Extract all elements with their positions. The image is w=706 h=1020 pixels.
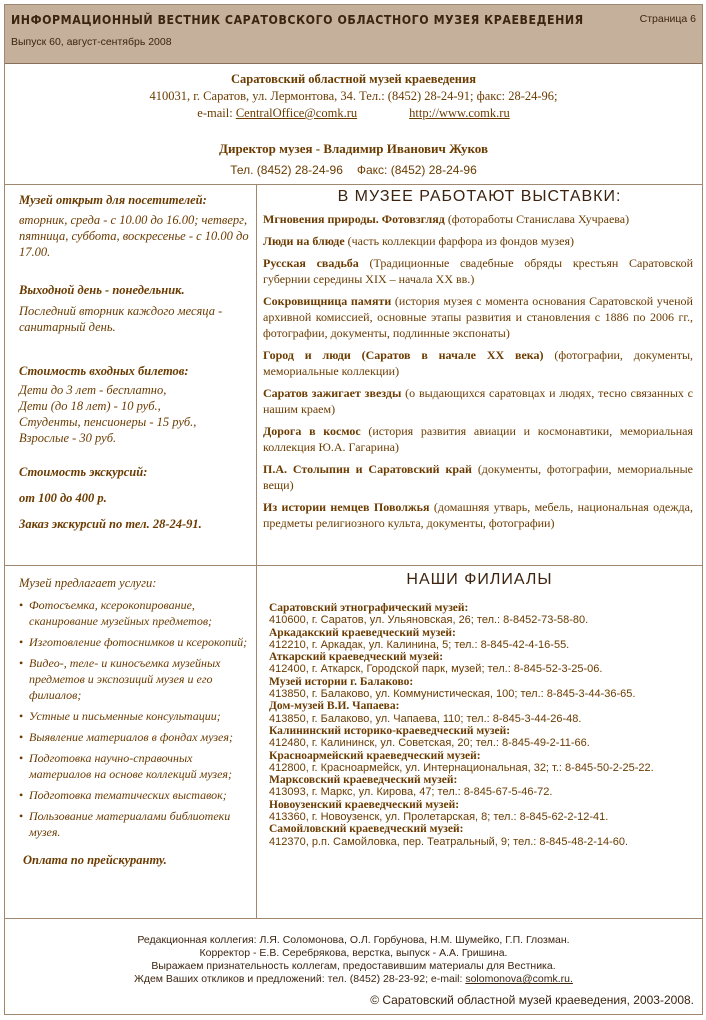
museum-name: Саратовский областной музей краеведения	[231, 72, 476, 86]
director-tel: Тел. (8452) 28-24-96	[230, 163, 343, 177]
divider	[5, 184, 702, 185]
exhibitions-title: В МУЗЕЕ РАБОТАЮТ ВЫСТАВКИ:	[337, 188, 622, 205]
exhibitions-list	[263, 211, 693, 537]
exhibition-item: Дорога в космос (история развития авиации и космонавтики, мемориальная коллекция Ю.А. Гагарина)	[263, 424, 693, 454]
service-item: • Пользование материалами библиотеки музея.	[19, 808, 251, 840]
ticket-price: Студенты, пенсионеры - 15 руб.,	[19, 415, 197, 429]
exhibition-item: Русская свадьба (Традиционные свадебные обряды крестьян Саратовской губернии середины XIX – начала XX вв.)	[263, 256, 693, 286]
visiting-info	[19, 192, 251, 532]
branches-title: НАШИ ФИЛИАЛЫ	[406, 571, 553, 588]
director-name: Директор музея - Владимир Иванович Жуков	[219, 141, 488, 156]
service-item: • Подготовка научно-справочных материалов на основе коллекций музея;	[19, 750, 251, 782]
director-fax: Факс: (8452) 28-24-96	[356, 163, 477, 177]
ticket-price: Дети до 3 лет - бесплатно,	[19, 383, 167, 397]
exhibition-item: Город и люди (Саратов в начале XX века) (фотографии, документы, мемориальные коллекции)	[263, 348, 694, 378]
column-divider	[256, 185, 257, 565]
page-footer	[5, 934, 702, 986]
branch-item: Новоузенский краеведческий музей: 413360, г. Новоузенск, ул. Пролетарская, 8; тел.: 8-845-62-2-12-41.	[269, 798, 609, 824]
exhibition-item: Саратов зажигает звезды (о выдающихся саратовцах и людях, тесно связанных с нашим краем)	[263, 386, 694, 416]
email-label: e-mail:	[197, 106, 236, 120]
day-off-text: Последний вторник каждого месяца - санитарный день.	[19, 304, 223, 334]
services-block	[19, 575, 251, 868]
branch-item: Самойловский краеведческий музей: 412370, р.п. Самойловка, пер. Театральный, 9; тел.: 8-845-48-2-14-60.	[269, 823, 629, 848]
divider	[5, 565, 702, 566]
exhibition-item: Из истории немцев Поволжья (домашняя утварь, мебель, национальная одежда, предметы религиозного культа, документы, фотографии)	[263, 500, 693, 530]
museum-site-link[interactable]: http://www.comk.ru	[409, 106, 510, 120]
issue-label: Выпуск 60, август-сентябрь 2008	[11, 36, 172, 48]
editorial-board: Редакционная коллегия: Л.Я. Соломонова, О.Л. Горбунова, Н.М. Шумейко, Г.П. Глозман.	[137, 934, 570, 946]
services-list	[19, 597, 251, 840]
acknowledgement: Выражаем признательность коллегам, предоставившим материалы для Вестника.	[151, 960, 556, 972]
exhibition-item: Мгновения природы. Фотовзгляд (фотоработы Станислава Хучраева)	[263, 212, 630, 226]
column-divider	[256, 566, 257, 918]
exhibition-item: Люди на блюде (часть коллекции фарфора из фондов музея)	[263, 234, 575, 248]
feedback-email-link[interactable]: solomonova@comk.ru.	[465, 973, 573, 985]
price-note: Оплата по прейскуранту.	[23, 853, 167, 867]
service-item: • Устные и письменные консультации;	[19, 708, 251, 724]
excursion-title: Стоимость экскурсий:	[19, 465, 148, 479]
exhibition-item: Сокровищница памяти (история музея с момента основания Саратовской ученой архивной комиссией, основные этапы развития и становления с 1886 по 2006 гг., фотографии, документы, подлинные экспонаты)	[263, 294, 693, 340]
branch-item: Дом-музей В.И. Чапаева: 413850, г. Балаково, ул. Чапаева, 110; тел.: 8-845-3-44-26-48.	[269, 700, 582, 725]
ticket-price: Взрослые - 30 руб.	[19, 431, 117, 445]
museum-email-link[interactable]: CentralOffice@comk.ru	[235, 106, 358, 120]
service-item: • Выявление материалов в фондах музея;	[19, 729, 251, 745]
open-hours-title: Музей открыт для посетителей:	[19, 193, 207, 207]
ticket-price: Дети (до 18 лет) - 10 руб.,	[19, 399, 161, 413]
branch-item: Аткарский краеведческий музей: 412400, г. Аткарск, Городской парк, музей; тел.: 8-845-52-3-25-06.	[269, 651, 603, 676]
open-hours-text: вторник, среда - с 10.00 до 16.00; четверг, пятница, суббота, воскресенье - с 10.00 до 17.00.	[19, 213, 249, 259]
service-item: • Изготовление фотоснимков и ксерокопий;	[19, 634, 251, 650]
service-item: • Видео-, теле- и киносъемка музейных предметов и экспозиций музея и его филиалов;	[19, 655, 251, 703]
museum-contacts	[5, 71, 702, 122]
services-title: Музей предлагает услуги:	[19, 576, 157, 590]
tickets-title: Стоимость входных билетов:	[19, 364, 189, 378]
page-header	[5, 5, 702, 64]
newsletter-title: ИНФОРМАЦИОННЫЙ ВЕСТНИК САРАТОВСКОГО ОБЛАСТНОГО МУЗЕЯ КРАЕВЕДЕНИЯ	[11, 13, 584, 27]
ticket-prices	[19, 382, 251, 446]
page-number: Страница 6	[639, 13, 696, 25]
branch-item: Калининский историко-краеведческий музей: 412480, г. Калининск, ул. Советская, 20; тел.: 8-845-49-2-11-66.	[269, 724, 590, 750]
service-item: • Фотосъемка, ксерокопирование, сканирование музейных предметов;	[19, 597, 251, 629]
director-phones	[5, 163, 702, 177]
branch-item: Саратовский этнографический музей: 410600, г. Саратов, ул. Ульяновская, 26; тел.: 8-8452-73-58-80.	[269, 602, 589, 627]
museum-web-contacts	[5, 105, 702, 122]
day-off-title: Выходной день - понедельник.	[19, 283, 185, 297]
branch-item: Аркадакский краеведческий музей: 412210, г. Аркадак, ул. Калинина, 5; тел.: 8-845-42-4-16-55.	[269, 626, 570, 651]
copyright: © Саратовский областной музей краеведения, 2003-2008.	[370, 993, 694, 1007]
excursion-order: Заказ экскурсий по тел. 28-24-91.	[19, 517, 202, 531]
exhibition-item: П.А. Столыпин и Саратовский край (документы, фотографии, мемориальные вещи)	[263, 462, 693, 492]
museum-address: 410031, г. Саратов, ул. Лермонтова, 34. Тел.: (8452) 28-24-91; факс: 28-24-96;	[149, 89, 558, 103]
service-item: • Подготовка тематических выставок;	[19, 787, 251, 803]
newsletter-page	[4, 4, 703, 1015]
proofreader-credits: Корректор - Е.В. Серебрякова, верстка, выпуск - А.А. Гришина.	[199, 947, 508, 959]
divider	[5, 918, 702, 919]
excursion-price: от 100 до 400 р.	[19, 491, 107, 505]
branch-item: Музей истории г. Балаково: 413850, г. Балаково, ул. Коммунистическая, 100; тел.: 8-845-3-44-36-65.	[269, 675, 636, 701]
branches-list	[269, 602, 701, 848]
branch-item: Красноармейский краеведческий музей: 412800, г. Красноармейск, ул. Интернациональная, 32; т.: 8-845-50-2-25-22.	[269, 749, 654, 774]
branch-item: Марксовский краеведческий музей: 413093, г. Маркс, ул. Кирова, 47; тел.: 8-845-67-5-46-72.	[269, 774, 553, 799]
feedback-contacts: Ждем Ваших откликов и предложений: тел. (8452) 28-23-92; e-mail: solomonova@comk.ru.	[134, 973, 573, 985]
